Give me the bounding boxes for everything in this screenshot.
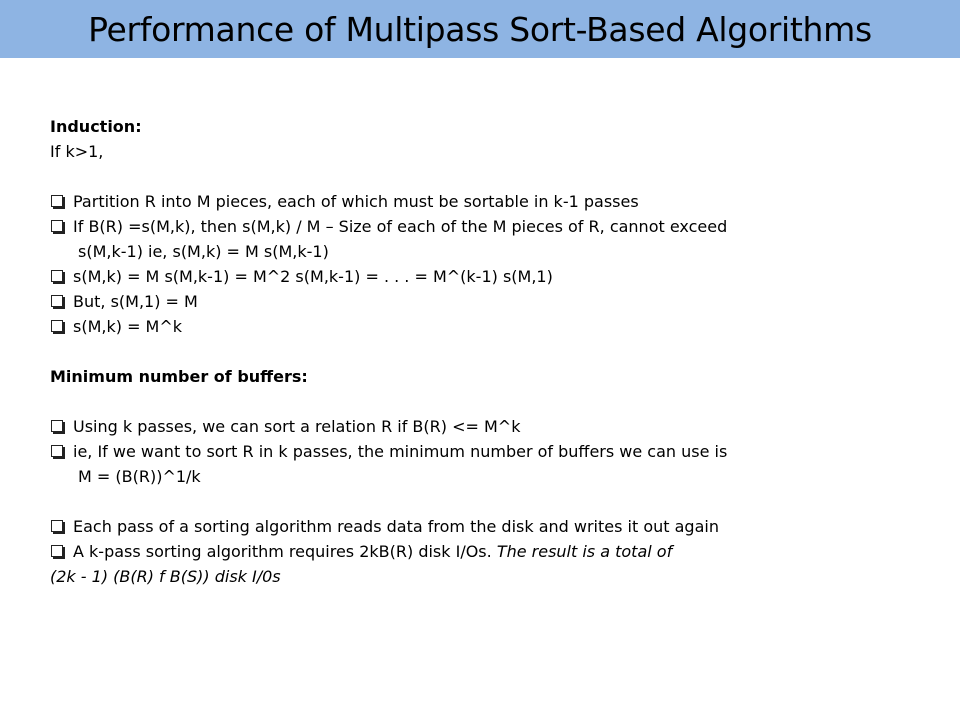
spacer (50, 389, 930, 414)
spacer (50, 164, 930, 189)
title-bar (0, 0, 960, 58)
checkbox-bullet-icon (51, 445, 63, 457)
spacer (50, 489, 930, 514)
checkbox-bullet-icon (51, 520, 63, 532)
bullet-text: Each pass of a sorting algorithm reads data from the disk and writes it out again (73, 517, 719, 536)
list-item (50, 264, 930, 289)
list-item (50, 214, 930, 239)
bullet-text: s(M,k) = M s(M,k-1) = M^2 s(M,k-1) = . . . = M^(k-1) s(M,1) (73, 267, 553, 286)
buffers-heading: Minimum number of buffers: (50, 367, 308, 386)
list-item (50, 314, 930, 339)
list-item (50, 439, 930, 464)
checkbox-bullet-icon (51, 270, 63, 282)
list-item (50, 539, 930, 564)
induction-intro: If k>1, (50, 142, 104, 161)
bullet-text (73, 539, 672, 564)
list-item (50, 514, 930, 539)
bullet-continuation: s(M,k-1) ie, s(M,k) = M s(M,k-1) (78, 242, 329, 261)
slide-body (50, 114, 930, 589)
list-item (50, 414, 930, 439)
bullet-text: If B(R) =s(M,k), then s(M,k) / M – Size of each of the M pieces of R, cannot exceed (73, 217, 728, 236)
checkbox-bullet-icon (51, 545, 63, 557)
checkbox-bullet-icon (51, 195, 63, 207)
bullet-text: ie, If we want to sort R in k passes, the minimum number of buffers we can use is (73, 442, 728, 461)
bullet-text: Using k passes, we can sort a relation R if B(R) <= M^k (73, 417, 521, 436)
bullet-text-regular: A k-pass sorting algorithm requires 2kB(R) disk I/Os. (73, 542, 497, 561)
list-item (50, 289, 930, 314)
bullet-text-italic: The result is a total of (496, 542, 673, 561)
bullet-text: s(M,k) = M^k (73, 317, 183, 336)
checkbox-bullet-icon (51, 320, 63, 332)
induction-heading: Induction: (50, 117, 142, 136)
list-item (50, 189, 930, 214)
checkbox-bullet-icon (51, 220, 63, 232)
checkbox-bullet-icon (51, 420, 63, 432)
checkbox-bullet-icon (51, 295, 63, 307)
bullet-continuation: M = (B(R))^1/k (78, 467, 201, 486)
spacer (50, 339, 930, 364)
slide-title: Performance of Multipass Sort-Based Algorithms (88, 9, 872, 49)
final-formula-line: (2k - 1) (B(R) f B(S)) disk I/0s (50, 567, 281, 586)
bullet-text: Partition R into M pieces, each of which must be sortable in k-1 passes (73, 192, 639, 211)
bullet-text: But, s(M,1) = M (73, 292, 198, 311)
